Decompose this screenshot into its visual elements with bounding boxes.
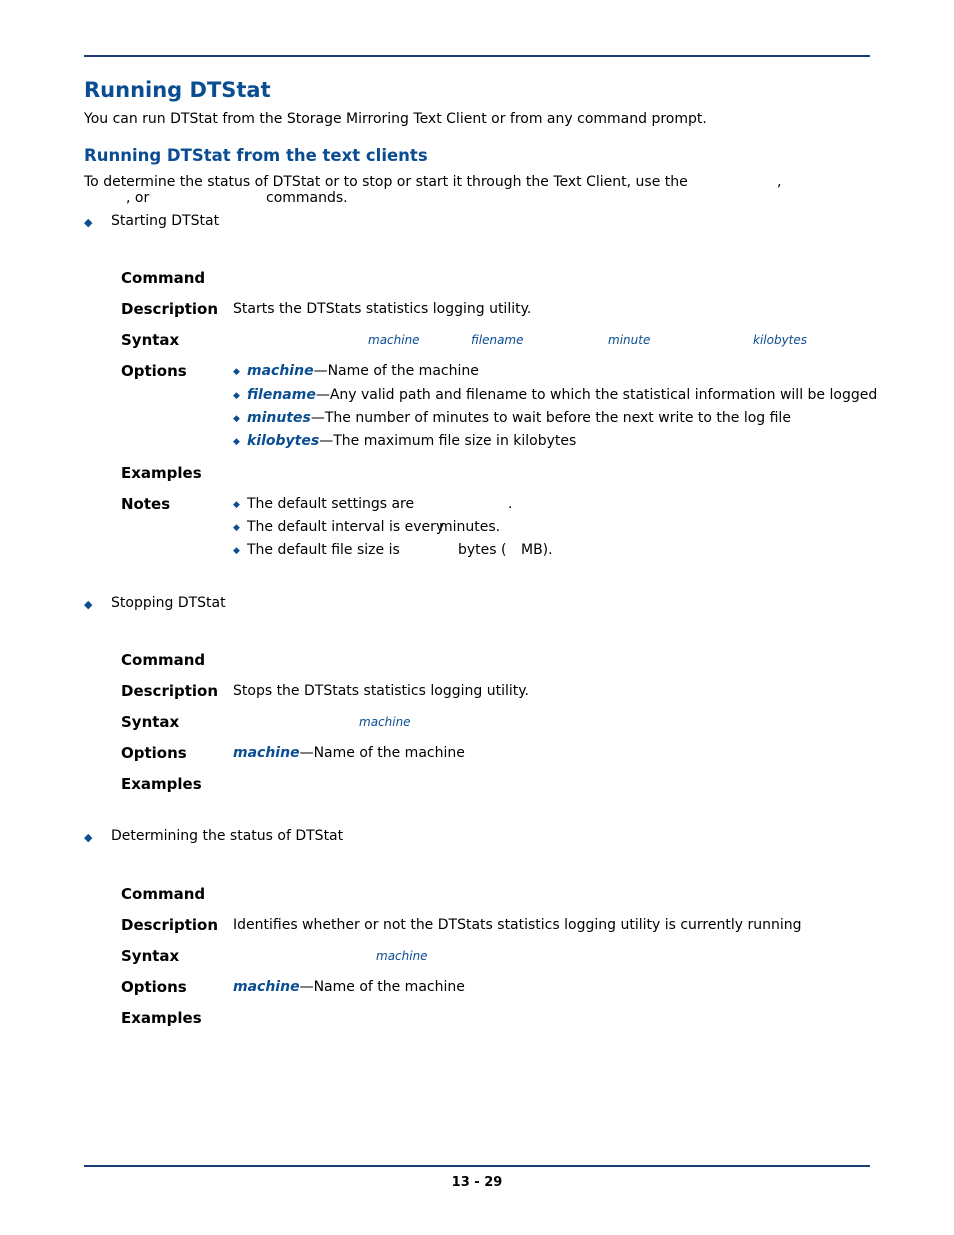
label-examples: Examples <box>121 775 202 793</box>
syntax-placeholder-minute: minute <box>608 333 651 347</box>
label-description: Description <box>121 300 219 318</box>
label-syntax: Syntax <box>121 713 180 731</box>
subintro-line-2a: , or <box>126 190 150 206</box>
bottom-rule <box>84 1165 870 1167</box>
note-item-tail: . <box>508 496 513 512</box>
page-title: Running DTStat <box>84 78 271 102</box>
description-text: Identifies whether or not the DTStats statistics logging utility is currently running <box>233 917 802 933</box>
section-heading: Running DTStat from the text clients <box>84 146 428 165</box>
label-examples: Examples <box>121 464 202 482</box>
diamond-bullet-icon: ◆ <box>233 391 240 401</box>
diamond-bullet-icon: ◆ <box>84 831 93 844</box>
option-item: ◆ filename—Any valid path and filename to which the statistical information will be logged <box>233 387 878 403</box>
label-options: Options <box>121 744 187 762</box>
syntax-placeholder-machine: machine <box>376 949 428 963</box>
subintro-line-1: To determine the status of DTStat or to stop or start it through the Text Client, use the <box>84 174 688 190</box>
option-item: ◆ kilobytes—The maximum file size in kilobytes <box>233 433 577 449</box>
label-description: Description <box>121 916 219 934</box>
label-syntax: Syntax <box>121 947 180 965</box>
option-item: ◆ machine—Name of the machine <box>233 363 479 379</box>
diamond-bullet-icon: ◆ <box>233 367 240 377</box>
bullet-status: Determining the status of DTStat <box>111 828 344 844</box>
note-item-tail: minutes. <box>439 519 501 535</box>
note-item-tail: MB). <box>521 542 553 558</box>
subintro-comma: , <box>777 174 782 190</box>
diamond-bullet-icon: ◆ <box>233 523 240 533</box>
label-examples: Examples <box>121 1009 202 1027</box>
label-syntax: Syntax <box>121 331 180 349</box>
option-item: ◆ minutes—The number of minutes to wait before the next write to the log file <box>233 410 791 426</box>
syntax-placeholder-kilobytes: kilobytes <box>753 333 808 347</box>
label-options: Options <box>121 978 187 996</box>
label-notes: Notes <box>121 495 171 513</box>
syntax-placeholder-machine: machine <box>359 715 411 729</box>
diamond-bullet-icon: ◆ <box>233 437 240 447</box>
label-command: Command <box>121 269 206 287</box>
diamond-bullet-icon: ◆ <box>84 598 93 611</box>
label-command: Command <box>121 885 206 903</box>
top-rule <box>84 55 870 57</box>
diamond-bullet-icon: ◆ <box>233 414 240 424</box>
option-item: machine—Name of the machine <box>233 979 465 995</box>
diamond-bullet-icon: ◆ <box>84 216 93 229</box>
note-item-mid: bytes ( <box>458 542 507 558</box>
bullet-starting: Starting DTStat <box>111 213 220 229</box>
description-text: Starts the DTStats statistics logging utility. <box>233 301 532 317</box>
note-item: ◆ The default interval is every <box>233 519 445 535</box>
subintro-line-2b: commands. <box>266 190 348 206</box>
description-text: Stops the DTStats statistics logging utility. <box>233 683 529 699</box>
label-description: Description <box>121 682 219 700</box>
option-item: machine—Name of the machine <box>233 745 465 761</box>
label-options: Options <box>121 362 187 380</box>
note-item: ◆ The default file size is <box>233 542 400 558</box>
page-number: 13 - 29 <box>451 1175 503 1190</box>
bullet-stopping: Stopping DTStat <box>111 595 226 611</box>
label-command: Command <box>121 651 206 669</box>
diamond-bullet-icon: ◆ <box>233 500 240 510</box>
note-item: ◆ The default settings are <box>233 496 415 512</box>
intro-paragraph: You can run DTStat from the Storage Mirroring Text Client or from any command prompt. <box>84 111 707 127</box>
syntax-placeholder-machine: machine <box>368 333 420 347</box>
syntax-placeholder-filename: filename <box>471 333 524 347</box>
diamond-bullet-icon: ◆ <box>233 546 240 556</box>
